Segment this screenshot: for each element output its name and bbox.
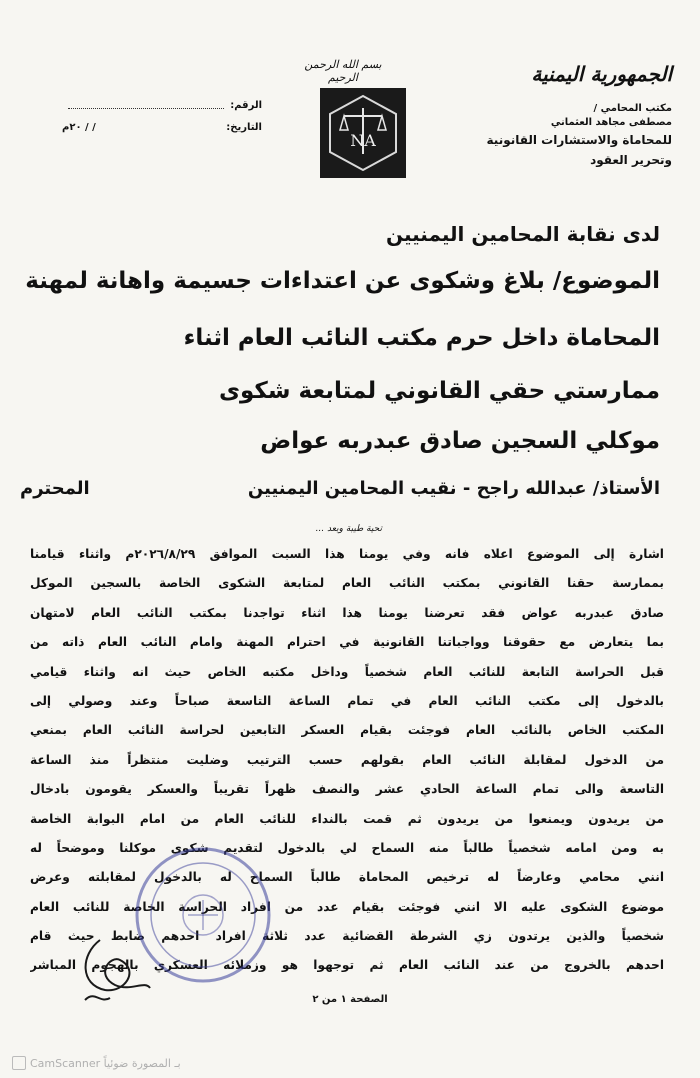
reference-fields bbox=[62, 94, 262, 138]
addressee-line bbox=[20, 478, 660, 499]
office-service-contracts: وتحرير العقود bbox=[590, 153, 672, 167]
law-office-logo bbox=[320, 88, 406, 178]
scales-of-justice-icon bbox=[320, 88, 406, 178]
office-label: مكتب المحامي / bbox=[593, 103, 672, 114]
page-number: الصفحة ١ من ٢ bbox=[312, 994, 388, 1005]
date-label: التاريخ: bbox=[226, 121, 262, 133]
body-line: احدهم بالخروج من عند النائب العام ثم توجهوا هو وزملائه العسكري بالهجوم المباشر bbox=[30, 958, 664, 973]
greeting: تحية طيبة وبعد ... bbox=[315, 524, 382, 534]
office-info bbox=[472, 62, 672, 170]
subject-line-1: الموضوع/ بلاغ وشكوى عن اعتداءات جسيمة واهانة لمهنة bbox=[25, 268, 660, 294]
number-label: الرقم: bbox=[230, 99, 262, 111]
body-line: قبل الحراسة التابعة للنائب العام شخصياً وداخل مكتبه الخاص حيث انه واثناء قيامي bbox=[30, 664, 664, 679]
subject-line-4: موكلي السجين صادق عبدربه عواض bbox=[260, 428, 660, 454]
body-line: به ومن امامه شخصياً طالباً منه السماح لي بالدخول لتقديم شكوى موكلنا وموضحاً له bbox=[30, 840, 664, 855]
addressee-name: الأستاذ/ عبدالله راجح - نقيب المحامين اليمنيين bbox=[247, 478, 660, 499]
number-field bbox=[62, 94, 262, 116]
office-service: للمحاماة والاستشارات القانونية bbox=[486, 133, 672, 147]
basmala: بسم الله الرحمن الرحيم bbox=[304, 58, 382, 84]
recipient-line: لدى نقابة المحامين اليمنيين bbox=[385, 222, 660, 246]
subject-line-3: ممارستي حقي القانوني لمتابعة شكوى bbox=[218, 378, 660, 404]
scanner-watermark bbox=[0, 1048, 700, 1078]
subject-line-2: المحاماة داخل حرم مكتب النائب العام اثناء bbox=[183, 325, 660, 351]
handwritten-signature bbox=[70, 930, 160, 1010]
body-line: من الدخول لمقابلة النائب العام بقولهم حسب الترتيب وضليت منتظراً منذ الساعة bbox=[30, 752, 664, 767]
respected-label: المحترم bbox=[20, 478, 90, 499]
body-line: صادق عبدربه عواض فقد تعرضنا يومنا هذا اثناء تواجدنا بمكتب النائب العام لامتهان bbox=[30, 605, 664, 620]
body-line: موضوع الشكوى عليه الا انني فوجئت بقيام عدد من افراد الحراسة الخاصة للنائب العام bbox=[30, 899, 664, 914]
number-dotted-line bbox=[68, 102, 224, 109]
letter-body bbox=[30, 540, 664, 981]
body-line: بالدخول إلى مكتب النائب العام في تمام الساعة التاسعة صباحاً وعند وصولي إلى bbox=[30, 693, 664, 708]
body-line: بممارسة حقنا القانوني بمكتب النائب العام لمتابعة الشكوى الخاصة بالسجين الموكل bbox=[30, 576, 664, 591]
body-line: شخصياً والذين يرتدون زي الشرطة القضائية عدد ثلاثة افراد احدهم ضابط حيث قام bbox=[30, 929, 664, 944]
body-line: التاسعة والى تمام الساعة الحادي عشر والنصف ظهراً تقريباً والعسكر يقومون بادخال bbox=[30, 782, 664, 797]
body-line: اشارة إلى الموضوع اعلاه فانه وفي يومنا هذا السبت الموافق ٢٠٢٦/٨/٢٩م واثناء قيامنا bbox=[30, 547, 664, 561]
body-line: المكتب الخاص بالنائب العام فوجئت بقيام العسكر التابعين لحراسة النائب العام بمنعي bbox=[30, 723, 664, 738]
svg-text:NA: NA bbox=[350, 131, 376, 150]
camscanner-icon bbox=[12, 1056, 26, 1070]
date-field bbox=[62, 116, 262, 138]
body-line: بما يتعارض مع حقوقنا وواجباتنا القانونية في احترام المهنة وامام النائب العام ذاته من bbox=[30, 635, 664, 650]
body-line: من يريدون ويمنعوا من يريدون ثم قمت بالنداء للنائب العام من امام البوابة الخاصة bbox=[30, 811, 664, 826]
scanner-text: CamScanner بـ المصورة ضوئياً bbox=[30, 1056, 181, 1070]
body-line: انني محامي وعارضاً له ترخيص المحاماة طالباً السماح له بالدخول لمقابلته وعرض bbox=[30, 870, 664, 885]
lawyer-name: مصطفى مجاهد العثماني bbox=[550, 117, 672, 128]
letterhead bbox=[0, 0, 700, 200]
republic-title: الجمهورية اليمنية bbox=[531, 62, 672, 86]
date-value: / / ٢٠م bbox=[62, 121, 96, 133]
